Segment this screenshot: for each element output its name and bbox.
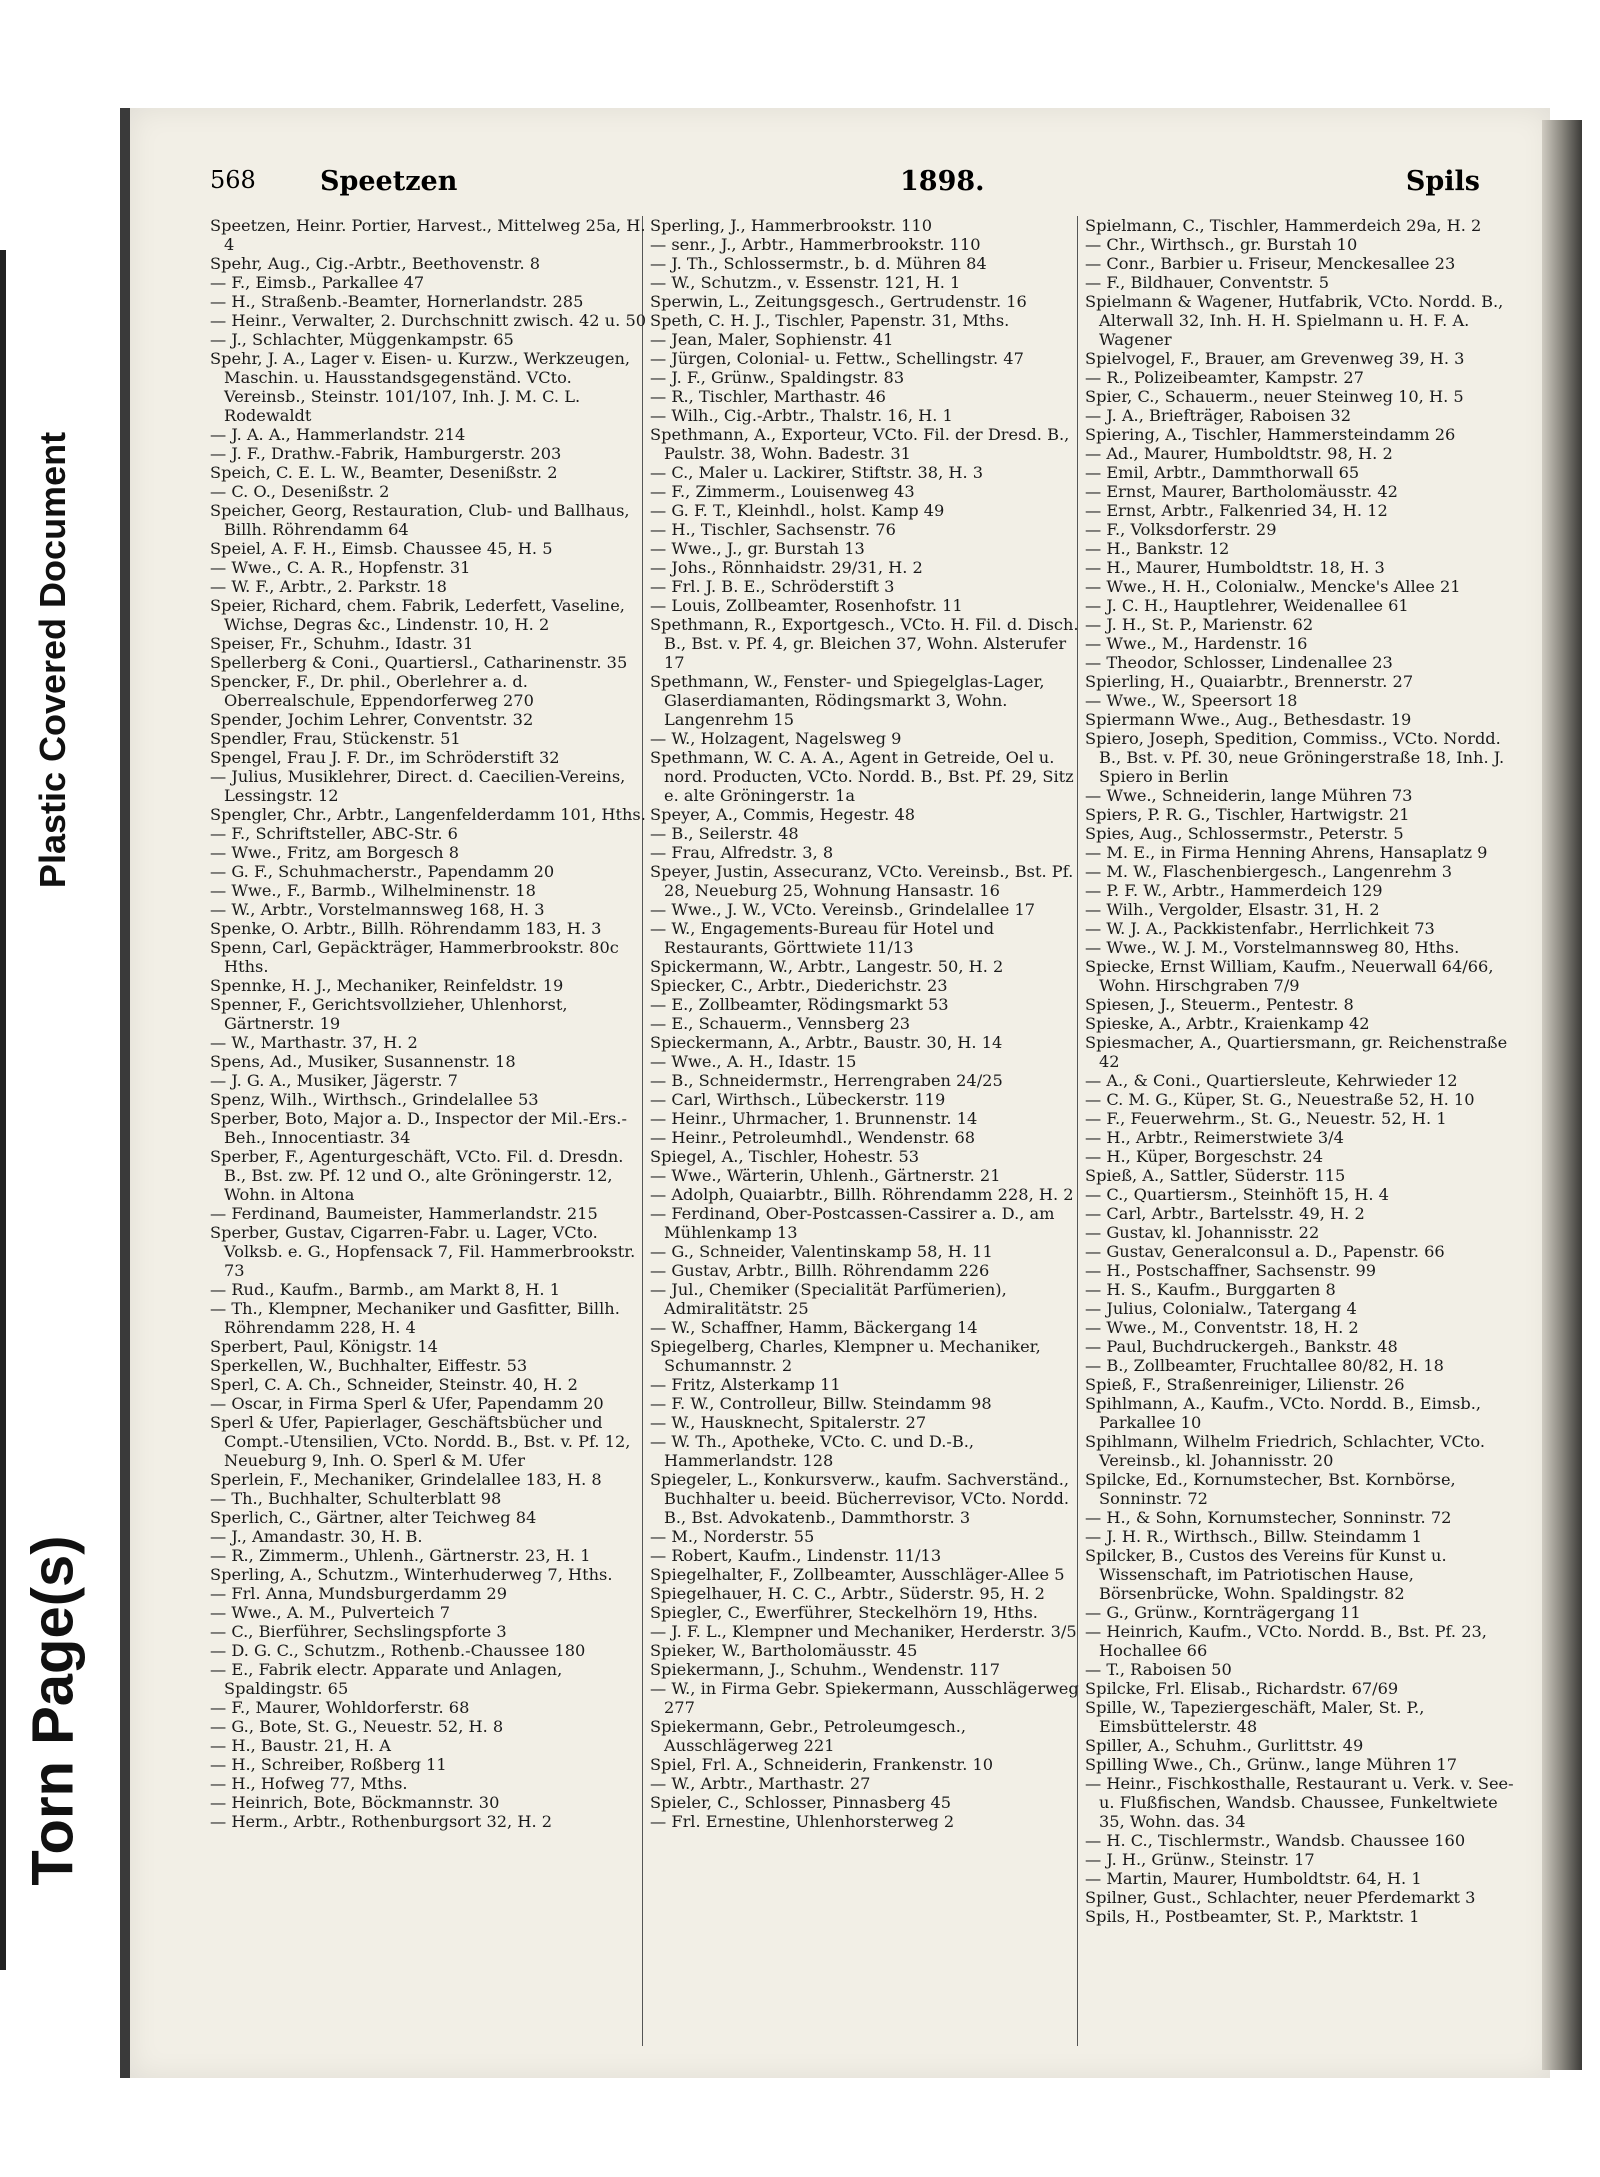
directory-entry: Spehr, J. A., Lager v. Eisen- u. Kurzw., Werkzeugen, Maschin. u. Hausstandsgegenständ. VCto. Vereinsb., Steinstr. 101/107, Inh. J. M. C. L. Rodewaldt (210, 349, 631, 425)
directory-entry: Spieske, A., Arbtr., Kraienkamp 42 (1085, 1014, 1370, 1033)
directory-entry: — W. J. A., Packkistenfabr., Herrlichkeit 73 (1085, 919, 1435, 938)
directory-entry: — J. H., St. P., Marienstr. 62 (1085, 615, 1314, 634)
directory-entry: — Heinrich, Bote, Böckmannstr. 30 (210, 1793, 500, 1812)
directory-entry: Spiegelhauer, H. C. C., Arbtr., Süderstr. 95, H. 2 (650, 1584, 1045, 1603)
left-column (210, 216, 650, 1831)
directory-entry: — Adolph, Quaiarbtr., Billh. Röhrendamm 228, H. 2 (650, 1185, 1074, 1204)
directory-entry: — W. Th., Apotheke, VCto. C. und D.-B., Hammerlandstr. 128 (650, 1432, 975, 1470)
directory-entry: — Gustav, Arbtr., Billh. Röhrendamm 226 (650, 1261, 990, 1280)
directory-entry: — Wwe., A. H., Idastr. 15 (650, 1052, 857, 1071)
directory-entry: Spiegeler, L., Konkursverw., kaufm. Sachverständ., Buchhalter u. beeid. Bücherrevisor, VCto. Nordd. B., Bst. Advokatenb., Dammthorstr. 3 (650, 1470, 1070, 1527)
directory-entry: — Julius, Musiklehrer, Direct. d. Caecilien-Vereins, Lessingstr. 12 (210, 767, 626, 805)
directory-entry: Speiser, Fr., Schuhm., Idastr. 31 (210, 634, 474, 653)
directory-entry: Speetzen, Heinr. Portier, Harvest., Mittelweg 25a, H. 4 (210, 216, 646, 254)
directory-entry: — W., Arbtr., Marthastr. 27 (650, 1774, 871, 1793)
directory-entry: Spengel, Frau J. F. Dr., im Schröderstift 32 (210, 748, 560, 767)
directory-entry: Spils, H., Postbeamter, St. P., Marktstr. 1 (1085, 1907, 1420, 1926)
directory-entry: Speich, C. E. L. W., Beamter, Desenißstr. 2 (210, 463, 558, 482)
directory-entry: — W., Schaffner, Hamm, Bäckergang 14 (650, 1318, 978, 1337)
directory-entry: — H., Bankstr. 12 (1085, 539, 1230, 558)
directory-entry: — F., Bildhauer, Conventstr. 5 (1085, 273, 1329, 292)
directory-entry: — F., Eimsb., Parkallee 47 (210, 273, 425, 292)
directory-entry: — Carl, Wirthsch., Lübeckerstr. 119 (650, 1090, 946, 1109)
directory-entry: Spihlmann, Wilhelm Friedrich, Schlachter, VCto. Vereinsb., kl. Johannisstr. 20 (1085, 1432, 1485, 1470)
directory-entry: — Gustav, Generalconsul a. D., Papenstr. 66 (1085, 1242, 1445, 1261)
directory-entry: — H., Maurer, Humboldtstr. 18, H. 3 (1085, 558, 1385, 577)
directory-entry: Spiesmacher, A., Quartiersmann, gr. Reichenstraße 42 (1085, 1033, 1508, 1071)
directory-entry: — Louis, Zollbeamter, Rosenhofstr. 11 (650, 596, 963, 615)
directory-entry: — J. C. H., Hauptlehrer, Weidenallee 61 (1085, 596, 1409, 615)
directory-entry: Spier, C., Schauerm., neuer Steinweg 10, H. 5 (1085, 387, 1464, 406)
directory-entry: — Wwe., C. A. R., Hopfenstr. 31 (210, 558, 471, 577)
directory-entry: — Heinrich, Kaufm., VCto. Nordd. B., Bst. Pf. 23, Hochallee 66 (1085, 1622, 1487, 1660)
torn-pages-label: Torn Page(s) (20, 1534, 86, 1886)
directory-entry: Spengler, Chr., Arbtr., Langenfelderdamm 101, Hths. (210, 805, 646, 824)
directory-entry: — Fritz, Alsterkamp 11 (650, 1375, 841, 1394)
directory-entry: — Jürgen, Colonial- u. Fettw., Schellingstr. 47 (650, 349, 1024, 368)
directory-entry: — Wwe., Wärterin, Uhlenh., Gärtnerstr. 21 (650, 1166, 1001, 1185)
directory-entry: — C., Bierführer, Sechslingspforte 3 (210, 1622, 507, 1641)
directory-entry: Spiekermann, J., Schuhm., Wendenstr. 117 (650, 1660, 1001, 1679)
directory-entry: Spilner, Gust., Schlachter, neuer Pferdemarkt 3 (1085, 1888, 1476, 1907)
directory-entry: — R., Zimmerm., Uhlenh., Gärtnerstr. 23, H. 1 (210, 1546, 591, 1565)
directory-entry: — J. G. A., Musiker, Jägerstr. 7 (210, 1071, 458, 1090)
directory-entry: — H., Schreiber, Roßberg 11 (210, 1755, 447, 1774)
directory-entry: — Heinr., Fischkosthalle, Restaurant u. Verk. v. See- u. Flußfischen, Wandsb. Chaussee, Funkeltwiete 35, Wohn. das. 34 (1085, 1774, 1514, 1831)
directory-entry: — F., Maurer, Wohldorferstr. 68 (210, 1698, 470, 1717)
directory-entry: Spiecke, Ernst William, Kaufm., Neuerwall 64/66, Wohn. Hirschgraben 7/9 (1085, 957, 1494, 995)
middle-column (650, 216, 1090, 1831)
directory-entry: Sperling, A., Schutzm., Winterhuderweg 7, Hths. (210, 1565, 613, 1584)
directory-entry: — Conr., Barbier u. Friseur, Menckesallee 23 (1085, 254, 1456, 273)
directory-entry: — Johs., Rönnhaidstr. 29/31, H. 2 (650, 558, 923, 577)
directory-entry: Spielvogel, F., Brauer, am Grevenweg 39, H. 3 (1085, 349, 1465, 368)
directory-entry: — Ferdinand, Ober-Postcassen-Cassirer a. D., am Mühlenkamp 13 (650, 1204, 1055, 1242)
directory-entry: Spickermann, W., Arbtr., Langestr. 50, H. 2 (650, 957, 1004, 976)
directory-entry: — senr., J., Arbtr., Hammerbrookstr. 110 (650, 235, 981, 254)
directory-entry: — Wwe., J., gr. Burstah 13 (650, 539, 865, 558)
directory-entry: — Wwe., Schneiderin, lange Mühren 73 (1085, 786, 1413, 805)
directory-entry: — H., Baustr. 21, H. A (210, 1736, 391, 1755)
directory-entry: Spenn, Carl, Gepäckträger, Hammerbrookstr. 80c Hths. (210, 938, 619, 976)
directory-entry: — F. W., Controlleur, Billw. Steindamm 98 (650, 1394, 992, 1413)
directory-entry: Spilling Wwe., Ch., Grünw., lange Mühren 17 (1085, 1755, 1457, 1774)
directory-entry: — Jean, Maler, Sophienstr. 41 (650, 330, 894, 349)
directory-entry: Spieß, F., Straßenreiniger, Lilienstr. 26 (1085, 1375, 1405, 1394)
directory-entry: Spilcker, B., Custos des Vereins für Kunst u. Wissenschaft, im Patriotischen Hause, Börsenbrücke, Wohn. Spaldingstr. 82 (1085, 1546, 1447, 1603)
directory-entry: — W., in Firma Gebr. Spiekermann, Ausschlägerweg 277 (650, 1679, 1079, 1717)
directory-entry: — Wwe., A. M., Pulverteich 7 (210, 1603, 450, 1622)
directory-entry: Spiermann Wwe., Aug., Bethesdastr. 19 (1085, 710, 1412, 729)
directory-entry: — Wilh., Cig.-Arbtr., Thalstr. 16, H. 1 (650, 406, 953, 425)
directory-entry: — C. M. G., Küper, St. G., Neuestraße 52, H. 10 (1085, 1090, 1475, 1109)
directory-entry: — Julius, Colonialw., Tatergang 4 (1085, 1299, 1357, 1318)
directory-entry: — F., Schriftsteller, ABC-Str. 6 (210, 824, 458, 843)
directory-entry: — Heinr., Uhrmacher, 1. Brunnenstr. 14 (650, 1109, 978, 1128)
directory-entry: — G. F. T., Kleinhdl., holst. Kamp 49 (650, 501, 945, 520)
directory-entry: — Wwe., W., Speersort 18 (1085, 691, 1298, 710)
directory-entry: Sperlein, F., Mechaniker, Grindelallee 183, H. 8 (210, 1470, 602, 1489)
directory-entry: Spiesen, J., Steuerm., Pentestr. 8 (1085, 995, 1354, 1014)
directory-entry: Spethmann, A., Exporteur, VCto. Fil. der Dresd. B., Paulstr. 38, Wohn. Badestr. 31 (650, 425, 1070, 463)
directory-entry: Speyer, A., Commis, Hegestr. 48 (650, 805, 916, 824)
directory-entry: Spies, Aug., Schlossermstr., Peterstr. 5 (1085, 824, 1404, 843)
directory-entry: — J. A., Briefträger, Raboisen 32 (1085, 406, 1352, 425)
directory-entry: Spethmann, W. C. A. A., Agent in Getreide, Oel u. nord. Producten, VCto. Nordd. B., Bst. Pf. 29, Sitz e. alte Gröningerstr. 1a (650, 748, 1074, 805)
right-headword: Spils (1405, 166, 1480, 197)
directory-entry: — H., Arbtr., Reimerstwiete 3/4 (1085, 1128, 1344, 1147)
directory-entry: — Wwe., H. H., Colonialw., Mencke's Allee 21 (1085, 577, 1461, 596)
directory-entry: — Ernst, Maurer, Bartholomäusstr. 42 (1085, 482, 1398, 501)
directory-entry: — Wwe., F., Barmb., Wilhelminenstr. 18 (210, 881, 536, 900)
directory-entry: — Martin, Maurer, Humboldtstr. 64, H. 1 (1085, 1869, 1422, 1888)
directory-entry: — R., Tischler, Marthastr. 46 (650, 387, 886, 406)
directory-entry: Spiekermann, Gebr., Petroleumgesch., Ausschlägerweg 221 (650, 1717, 967, 1755)
directory-entry: Sperl, C. A. Ch., Schneider, Steinstr. 40, H. 2 (210, 1375, 578, 1394)
directory-entry: — H., Küper, Borgeschstr. 24 (1085, 1147, 1324, 1166)
directory-entry: Speicher, Georg, Restauration, Club- und Ballhaus, Billh. Röhrendamm 64 (210, 501, 630, 539)
directory-entry: Spieler, C., Schlosser, Pinnasberg 45 (650, 1793, 952, 1812)
directory-entry: — Heinr., Petroleumhdl., Wendenstr. 68 (650, 1128, 976, 1147)
page-binding-edge (1542, 120, 1582, 2070)
directory-entry: Spiecker, C., Arbtr., Diederichstr. 23 (650, 976, 948, 995)
directory-entry: Sperlich, C., Gärtner, alter Teichweg 84 (210, 1508, 537, 1527)
directory-entry: — Frl. Anna, Mundsburgerdamm 29 (210, 1584, 508, 1603)
directory-entry: — M. W., Flaschenbiergesch., Langenrehm 3 (1085, 862, 1453, 881)
directory-entry: — E., Schauerm., Vennsberg 23 (650, 1014, 911, 1033)
directory-entry: — F., Zimmerm., Louisenweg 43 (650, 482, 915, 501)
directory-entry: Spieß, A., Sattler, Süderstr. 115 (1085, 1166, 1346, 1185)
directory-entry: Spiegelberg, Charles, Klempner u. Mechaniker, Schumannstr. 2 (650, 1337, 1041, 1375)
directory-entry: — B., Zollbeamter, Fruchtallee 80/82, H. 18 (1085, 1356, 1444, 1375)
directory-entry: — Wwe., M., Hardenstr. 16 (1085, 634, 1308, 653)
directory-entry: Spiegler, C., Ewerführer, Steckelhörn 19, Hths. (650, 1603, 1038, 1622)
directory-entry: — W., Hausknecht, Spitalerstr. 27 (650, 1413, 927, 1432)
directory-entry: Sperkellen, W., Buchhalter, Eiffestr. 53 (210, 1356, 528, 1375)
directory-entry: Spille, W., Tapeziergeschäft, Maler, St. P., Eimsbüttelerstr. 48 (1085, 1698, 1425, 1736)
directory-entry: — Oscar, in Firma Sperl & Ufer, Papendamm 20 (210, 1394, 604, 1413)
directory-entry: — J. F. L., Klempner und Mechaniker, Herderstr. 3/5 (650, 1622, 1077, 1641)
directory-entry: — W., Engagements-Bureau für Hotel und Restaurants, Görttwiete 11/13 (650, 919, 995, 957)
directory-entry: Spiller, A., Schuhm., Gurlittstr. 49 (1085, 1736, 1364, 1755)
directory-entry: — J. F., Grünw., Spaldingstr. 83 (650, 368, 905, 387)
directory-entry: — W., Schutzm., v. Essenstr. 121, H. 1 (650, 273, 961, 292)
directory-entry: Spilcke, Ed., Kornumstecher, Bst. Kornbörse, Sonninstr. 72 (1085, 1470, 1456, 1508)
directory-entry: — Frau, Alfredstr. 3, 8 (650, 843, 834, 862)
directory-entry: — Th., Klempner, Mechaniker und Gasfitter, Billh. Röhrendamm 228, H. 4 (210, 1299, 620, 1337)
directory-entry: Spens, Ad., Musiker, Susannenstr. 18 (210, 1052, 516, 1071)
directory-entry: — Theodor, Schlosser, Lindenallee 23 (1085, 653, 1393, 672)
directory-entry: — Robert, Kaufm., Lindenstr. 11/13 (650, 1546, 942, 1565)
directory-entry: — H., Tischler, Sachsenstr. 76 (650, 520, 896, 539)
directory-entry: Sperwin, L., Zeitungsgesch., Gertrudenstr. 16 (650, 292, 1027, 311)
directory-entry: Sperl & Ufer, Papierlager, Geschäftsbücher und Compt.-Utensilien, VCto. Nordd. B., Bst. v. Pf. 12, Neueburg 9, Inh. O. Sperl & M. Ufer (210, 1413, 631, 1470)
directory-entry: Spiegel, A., Tischler, Hohestr. 53 (650, 1147, 920, 1166)
directory-entry: Spennke, H. J., Mechaniker, Reinfeldstr. 19 (210, 976, 564, 995)
directory-entry: Speth, C. H. J., Tischler, Papenstr. 31, Mths. (650, 311, 1010, 330)
directory-entry: — J., Amandastr. 30, H. B. (210, 1527, 423, 1546)
directory-entry: Spellerberg & Coni., Quartiersl., Catharinenstr. 35 (210, 653, 628, 672)
directory-entry: Spiel, Frl. A., Schneiderin, Frankenstr. 10 (650, 1755, 994, 1774)
directory-entry: Spendler, Frau, Stückenstr. 51 (210, 729, 461, 748)
directory-entry: Spiering, A., Tischler, Hammersteindamm 26 (1085, 425, 1456, 444)
directory-entry: Spethmann, R., Exportgesch., VCto. H. Fil. d. Disch. B., Bst. v. Pf. 4, gr. Bleichen 37, Wohn. Alsterufer 17 (650, 615, 1079, 672)
directory-entry: — C., Maler u. Lackirer, Stiftstr. 38, H. 3 (650, 463, 984, 482)
directory-entry: — J. A. A., Hammerlandstr. 214 (210, 425, 466, 444)
directory-entry: Spenz, Wilh., Wirthsch., Grindelallee 53 (210, 1090, 539, 1109)
directory-entry: — J. F., Drathw.-Fabrik, Hamburgerstr. 203 (210, 444, 562, 463)
directory-entry: Sperber, F., Agenturgeschäft, VCto. Fil. d. Dresdn. B., Bst. zw. Pf. 12 und O., alte Gröningerstr. 12, Wohn. in Altona (210, 1147, 624, 1204)
directory-entry: — Ernst, Arbtr., Falkenried 34, H. 12 (1085, 501, 1388, 520)
plastic-covered-label: Plastic Covered Document (32, 431, 74, 889)
directory-entry: — G., Schneider, Valentinskamp 58, H. 11 (650, 1242, 993, 1261)
directory-entry: — Frl. J. B. E., Schröderstift 3 (650, 577, 895, 596)
directory-entry: — E., Zollbeamter, Rödingsmarkt 53 (650, 995, 949, 1014)
directory-entry: — G. F., Schuhmacherstr., Papendamm 20 (210, 862, 555, 881)
directory-entry: — F., Volksdorferstr. 29 (1085, 520, 1277, 539)
directory-entry: — J., Schlachter, Müggenkampstr. 65 (210, 330, 514, 349)
directory-entry: — Herm., Arbtr., Rothenburgsort 32, H. 2 (210, 1812, 553, 1831)
directory-entry: — G., Bote, St. G., Neuestr. 52, H. 8 (210, 1717, 504, 1736)
directory-entry: — M. E., in Firma Henning Ahrens, Hansaplatz 9 (1085, 843, 1488, 862)
directory-entry: Spielmann, C., Tischler, Hammerdeich 29a, H. 2 (1085, 216, 1482, 235)
directory-entry: Spieckermann, A., Arbtr., Baustr. 30, H. 14 (650, 1033, 1003, 1052)
directory-entry: — Th., Buchhalter, Schulterblatt 98 (210, 1489, 502, 1508)
directory-entry: — Rud., Kaufm., Barmb., am Markt 8, H. 1 (210, 1280, 560, 1299)
directory-entry: — W., Holzagent, Nagelsweg 9 (650, 729, 902, 748)
directory-entry: — W., Marthastr. 37, H. 2 (210, 1033, 418, 1052)
directory-entry: — Paul, Buchdruckergeh., Bankstr. 48 (1085, 1337, 1398, 1356)
directory-entry: — Wilh., Vergolder, Elsastr. 31, H. 2 (1085, 900, 1380, 919)
directory-entry: — H., Straßenb.-Beamter, Hornerlandstr. 285 (210, 292, 584, 311)
directory-entry: — G., Grünw., Kornträgergang 11 (1085, 1603, 1361, 1622)
directory-entry: — Wwe., W. J. M., Vorstelmannsweg 80, Hths. (1085, 938, 1460, 957)
directory-entry: — Wwe., Fritz, am Borgesch 8 (210, 843, 460, 862)
directory-entry: Spilcke, Frl. Elisab., Richardstr. 67/69 (1085, 1679, 1399, 1698)
directory-entry: Spenke, O. Arbtr., Billh. Röhrendamm 183, H. 3 (210, 919, 602, 938)
directory-entry: — D. G. C., Schutzm., Rothenb.-Chaussee 180 (210, 1641, 586, 1660)
directory-entry: — Wwe., J. W., VCto. Vereinsb., Grindelallee 17 (650, 900, 1036, 919)
directory-entry: Spender, Jochim Lehrer, Conventstr. 32 (210, 710, 534, 729)
directory-entry: — W., Arbtr., Vorstelmannsweg 168, H. 3 (210, 900, 545, 919)
directory-entry: — H. S., Kaufm., Burggarten 8 (1085, 1280, 1336, 1299)
directory-entry: — A., & Coni., Quartiersleute, Kehrwieder 12 (1085, 1071, 1458, 1090)
directory-entry: Sperber, Gustav, Cigarren-Fabr. u. Lager, VCto. Volksb. e. G., Hopfensack 7, Fil. Hammerbrookstr. 73 (210, 1223, 636, 1280)
directory-entry: Spiegelhalter, F., Zollbeamter, Ausschläger-Allee 5 (650, 1565, 1065, 1584)
directory-entry: — Ferdinand, Baumeister, Hammerlandstr. 215 (210, 1204, 598, 1223)
directory-entry: — J. H., Grünw., Steinstr. 17 (1085, 1850, 1315, 1869)
page-header (210, 166, 1520, 206)
directory-entry: — H., Postschaffner, Sachsenstr. 99 (1085, 1261, 1377, 1280)
directory-page (120, 108, 1550, 2078)
directory-entry: — Gustav, kl. Johannisstr. 22 (1085, 1223, 1320, 1242)
directory-entry: — Emil, Arbtr., Dammthorwall 65 (1085, 463, 1360, 482)
directory-entry: — E., Fabrik electr. Apparate und Anlagen, Spaldingstr. 65 (210, 1660, 563, 1698)
directory-entry: Sperling, J., Hammerbrookstr. 110 (650, 216, 933, 235)
directory-entry: — H., Hofweg 77, Mths. (210, 1774, 408, 1793)
left-edge-bar (0, 250, 6, 1970)
directory-entry: — M., Norderstr. 55 (650, 1527, 815, 1546)
directory-entry: Spieker, W., Bartholomäusstr. 45 (650, 1641, 918, 1660)
directory-entry: Sperber, Boto, Major a. D., Inspector der Mil.-Ers.-Beh., Innocentiastr. 34 (210, 1109, 627, 1147)
directory-entry: Sperbert, Paul, Königstr. 14 (210, 1337, 438, 1356)
directory-entry: Spielmann & Wagener, Hutfabrik, VCto. Nordd. B., Alterwall 32, Inh. H. H. Spielmann u. H. F. A. Wagener (1085, 292, 1504, 349)
directory-entry: Spiero, Joseph, Spedition, Commiss., VCto. Nordd. B., Bst. v. Pf. 30, neue Gröningerstraße 18, Inh. J. Spiero in Berlin (1085, 729, 1505, 786)
directory-entry: — W. F., Arbtr., 2. Parkstr. 18 (210, 577, 447, 596)
directory-entry: — P. F. W., Arbtr., Hammerdeich 129 (1085, 881, 1383, 900)
directory-entry: — Heinr., Verwalter, 2. Durchschnitt zwisch. 42 u. 50 (210, 311, 647, 330)
directory-entry: Spencker, F., Dr. phil., Oberlehrer a. d. Oberrealschule, Eppendorferweg 270 (210, 672, 534, 710)
directory-entry: — R., Polizeibeamter, Kampstr. 27 (1085, 368, 1364, 387)
directory-entry: — Ad., Maurer, Humboldtstr. 98, H. 2 (1085, 444, 1393, 463)
directory-entry: — C. O., Desenißstr. 2 (210, 482, 390, 501)
directory-entry: — Jul., Chemiker (Specialität Parfümerien), Admiralitätstr. 25 (650, 1280, 1007, 1318)
right-column (1085, 216, 1525, 1926)
page-number: 568 (210, 166, 256, 194)
directory-entry: — J. H. R., Wirthsch., Billw. Steindamm 1 (1085, 1527, 1422, 1546)
directory-entry: — T., Raboisen 50 (1085, 1660, 1232, 1679)
directory-entry: Spethmann, W., Fenster- und Spiegelglas-Lager, Glaserdiamanten, Rödingsmarkt 3, Wohn. Langenrehm 15 (650, 672, 1045, 729)
directory-entry: Speiel, A. F. H., Eimsb. Chaussee 45, H. 5 (210, 539, 553, 558)
directory-entry: — Wwe., M., Conventstr. 18, H. 2 (1085, 1318, 1359, 1337)
directory-entry: Speyer, Justin, Assecuranz, VCto. Vereinsb., Bst. Pf. 28, Neueburg 25, Wohnung Hansastr. 16 (650, 862, 1074, 900)
directory-entry: — F., Feuerwehrm., St. G., Neuestr. 52, H. 1 (1085, 1109, 1447, 1128)
directory-entry: — Chr., Wirthsch., gr. Burstah 10 (1085, 235, 1358, 254)
directory-entry: — H., & Sohn, Kornumstecher, Sonninstr. 72 (1085, 1508, 1452, 1527)
directory-entry: Spenner, F., Gerichtsvollzieher, Uhlenhorst, Gärtnerstr. 19 (210, 995, 568, 1033)
directory-entry: — B., Seilerstr. 48 (650, 824, 799, 843)
directory-entry: — H. C., Tischlermstr., Wandsb. Chaussee 160 (1085, 1831, 1466, 1850)
directory-entry: Spehr, Aug., Cig.-Arbtr., Beethovenstr. 8 (210, 254, 541, 273)
directory-entry: — J. Th., Schlossermstr., b. d. Mühren 84 (650, 254, 987, 273)
left-headword: Speetzen (320, 166, 458, 197)
directory-entry: Spihlmann, A., Kaufm., VCto. Nordd. B., Eimsb., Parkallee 10 (1085, 1394, 1482, 1432)
year-heading: 1898. (900, 166, 985, 197)
directory-entry: Speier, Richard, chem. Fabrik, Lederfett, Vaseline, Wichse, Degras &c., Lindenstr. 10, H. 2 (210, 596, 625, 634)
directory-entry: — Frl. Ernestine, Uhlenhorsterweg 2 (650, 1812, 955, 1831)
directory-entry: Spiers, P. R. G., Tischler, Hartwigstr. 21 (1085, 805, 1410, 824)
directory-entry: Spierling, H., Quaiarbtr., Brennerstr. 27 (1085, 672, 1414, 691)
directory-entry: — C., Quartiersm., Steinhöft 15, H. 4 (1085, 1185, 1389, 1204)
directory-entry: — Carl, Arbtr., Bartelsstr. 49, H. 2 (1085, 1204, 1365, 1223)
directory-entry: — B., Schneidermstr., Herrengraben 24/25 (650, 1071, 1003, 1090)
